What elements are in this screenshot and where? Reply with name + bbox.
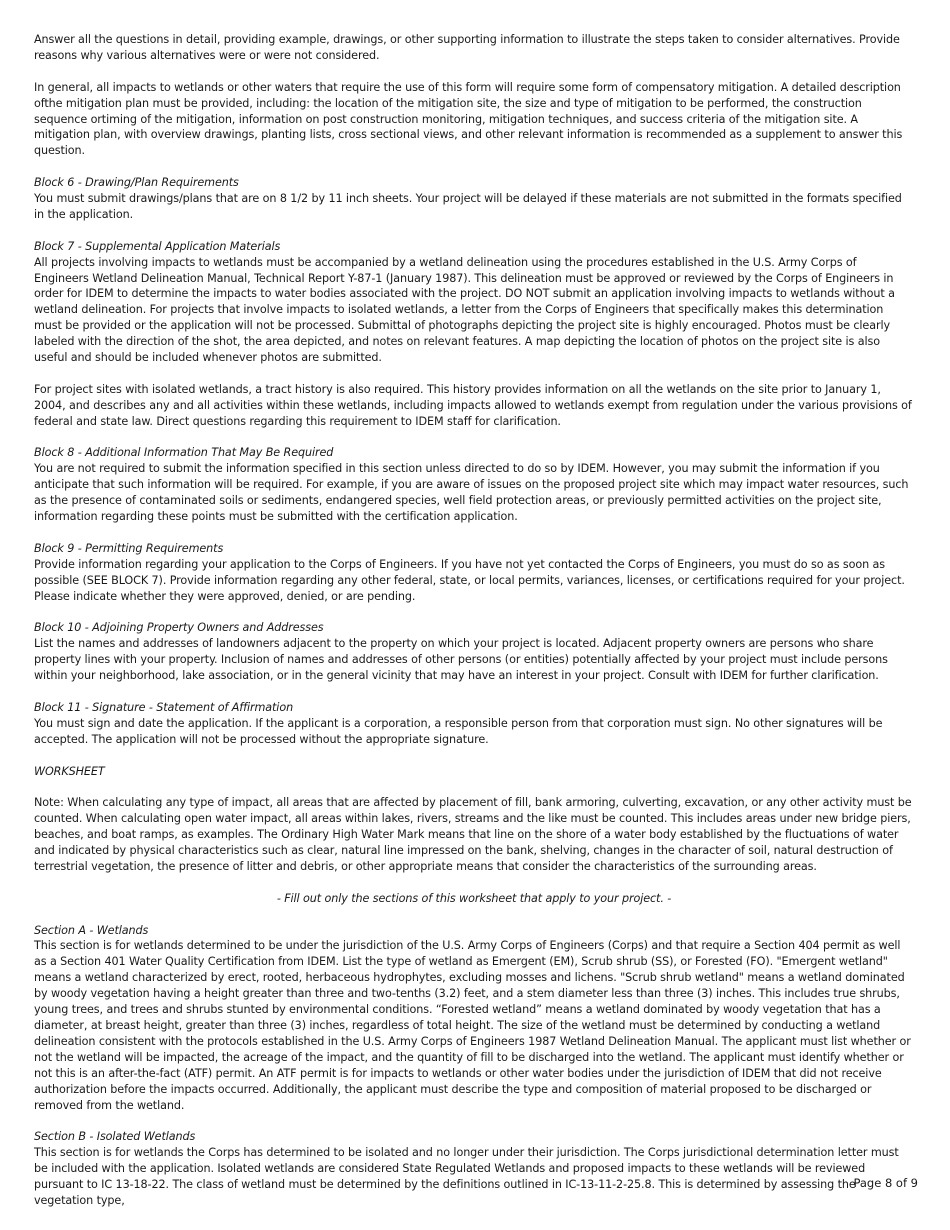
section-b [34, 1129, 914, 1209]
worksheet-heading: WORKSHEET [34, 764, 105, 778]
alternatives-paragraph: Answer all the questions in detail, providing example, drawings, or other supporting information to illustrate the steps taken to consider alternatives. Provide reasons why various alternatives were or were not considered. [34, 33, 900, 62]
block-7-isolated-paragraph: For project sites with isolated wetlands, a tract history is also required. This history provides information on all the wetlands on the site prior to January 1, 2004, and describes any and all activities within these wetlands, including impacts allowed to wetlands exempt from regulation under the various provisions of federal and state law. Direct questions regarding this requirement to IDEM staff for clarification. [34, 382, 912, 428]
section-a-body: This section is for wetlands determined to be under the jurisdiction of the U.S. Army Corps of Engineers (Corps) and that require a Section 404 permit as well as a Section 401 Water Quality Certification from IDEM. List the type of wetland as Emergent (EM), Scrub shrub (SS), or Forested (FO). "Emergent wetland" means a wetland characterized by erect, rooted, herbaceous hydrophytes, excluding mosses and lichens. "Scrub shrub wetland" means a wetland dominated by woody vegetation having a height greater than three and two-tenths (3.2) feet, and a stem diameter less than three (3) inches. This includes true shrubs, young trees, and trees and shrubs stunted by environmental conditions. “Forested wetland” means a wetland dominated by woody vegetation that has a diameter, at breast height, greater than three (3) inches, regardless of total height. The size of the wetland must be determined by conducting a wetland delineation consistent with the protocols established in the U.S. Army Corps of Engineers 1987 Wetland Delineation Manual. The applicant must list whether or not the wetland will be impacted, the acreage of the impact, and the quantity of fill to be discharged into the wetland. The applicant must identify whether or not this is an after-the-fact (ATF) permit. An ATF permit is for impacts to wetlands or other water bodies under the jurisdiction of IDEM that did not receive authorization before the impacts occurred. Additionally, the applicant must describe the type and composition of material proposed to be discharged or removed from the wetland. [34, 939, 911, 1112]
block-8-heading: Block 8 - Additional Information That May Be Required [34, 446, 334, 460]
page-content [34, 32, 914, 1225]
page-number: Page 8 of 9 [853, 1176, 918, 1190]
block-8-body: You are not required to submit the information specified in this section unless directed to do so by IDEM. However, you may submit the information if you anticipate that such information will be required. For example, if you are aware of issues on the proposed project site which may impact water resources, such as the presence of contaminated soils or sediments, endangered species, well field protection areas, or previously permitted activities on the project site, information regarding these points must be submitted with the certification application. [34, 462, 909, 524]
worksheet-note: Note: When calculating any type of impact, all areas that are affected by placement of fill, bank armoring, culverting, excavation, or any other activity must be counted. When calculating open water impact, all areas within lakes, rivers, streams and the like must be counted. This includes areas under new bridge piers, beaches, and boat ramps, as examples. The Ordinary High Water Mark means that line on the shore of a water body established by the fluctuations of water and indicated by physical characteristics such as clear, natural line impressed on the bank, shelving, changes in the character of soil, natural destruction of terrestrial vegetation, the presence of litter and debris, or other appropriate means that consider the characteristics of the surrounding areas. [34, 796, 912, 873]
block-11 [34, 700, 914, 748]
block-10 [34, 620, 914, 684]
block-11-heading: Block 11 - Signature - Statement of Affirmation [34, 700, 294, 714]
block-7 [34, 239, 914, 366]
block-7-body: All projects involving impacts to wetlands must be accompanied by a wetland delineation using the procedures established in the U.S. Army Corps of Engineers Wetland Delineation Manual, Technical Report Y-87-1 (January 1987). This delineation must be approved or reviewed by the Corps of Engineers in order for IDEM to determine the impacts to water bodies associated with the project. DO NOT submit an application involving impacts to wetlands without a wetland delineation. For projects that involve impacts to isolated wetlands, a letter from the Corps of Engineers that specifically makes this determination must be provided or the application will not be processed. Submittal of photographs depicting the project site is highly encouraged. Photos must be clearly labeled with the direction of the shot, the area depicted, and notes on relevant features. A map depicting the location of photos on the project site is also useful and should be included whenever photos are submitted. [34, 255, 895, 365]
block-9-heading: Block 9 - Permitting Requirements [34, 541, 224, 555]
block-6-body: You must submit drawings/plans that are on 8 1/2 by 11 inch sheets. Your project will be delayed if these materials are not submitted in the formats specified in the application. [34, 192, 902, 221]
section-a [34, 923, 914, 1114]
block-10-heading: Block 10 - Adjoining Property Owners and Addresses [34, 621, 324, 635]
section-b-body: This section is for wetlands the Corps has determined to be isolated and no longer under their jurisdiction. The Corps jurisdictional determination letter must be included with the application. Isolated wetlands are considered State Regulated Wetlands and proposed impacts to these wetlands will be reviewed pursuant to IC 13-18-22. The class of wetland must be determined by the definitions outlined in IC-13-11-2-25.8. This is determined by assessing the vegetation type, [34, 1146, 899, 1207]
block-9 [34, 541, 914, 605]
block-9-body: Provide information regarding your application to the Corps of Engineers. If you have not yet contacted the Corps of Engineers, you must do so as soon as possible (SEE BLOCK 7). Provide information regarding any other federal, state, or local permits, variances, licenses, or certifications required for your project. Please indicate whether they were approved, denied, or are pending. [34, 557, 905, 603]
block-6 [34, 175, 914, 223]
section-a-heading: Section A - Wetlands [34, 923, 149, 937]
worksheet-instruction: - Fill out only the sections of this worksheet that apply to your project. - [276, 891, 672, 905]
block-7-heading: Block 7 - Supplemental Application Materials [34, 239, 281, 253]
block-8 [34, 445, 914, 525]
mitigation-paragraph: In general, all impacts to wetlands or other waters that require the use of this form will require some form of compensatory mitigation. A detailed description ofthe mitigation plan must be provided, including: the location of the mitigation site, the size and type of mitigation to be performed, the construction sequence ortiming of the mitigation, information on post construction monitoring, mitigation techniques, and success criteria of the mitigation site. A mitigation plan, with overview drawings, planting lists, cross sectional views, and other relevant information is recommended as a supplement to answer this question. [34, 80, 903, 158]
block-6-heading: Block 6 - Drawing/Plan Requirements [34, 176, 239, 190]
block-10-body: List the names and addresses of landowners adjacent to the property on which your project is located. Adjacent property owners are persons who share property lines with your property. Inclusion of names and addresses of other persons (or entities) potentially affected by your project must include persons within your neighborhood, lake association, or in the general vicinity that may have an interest in your project. Consult with IDEM for further clarification. [34, 637, 888, 683]
block-11-body: You must sign and date the application. If the applicant is a corporation, a responsible person from that corporation must sign. No other signatures will be accepted. The application will not be processed without the appropriate signature. [34, 716, 883, 746]
section-b-heading: Section B - Isolated Wetlands [34, 1130, 196, 1144]
